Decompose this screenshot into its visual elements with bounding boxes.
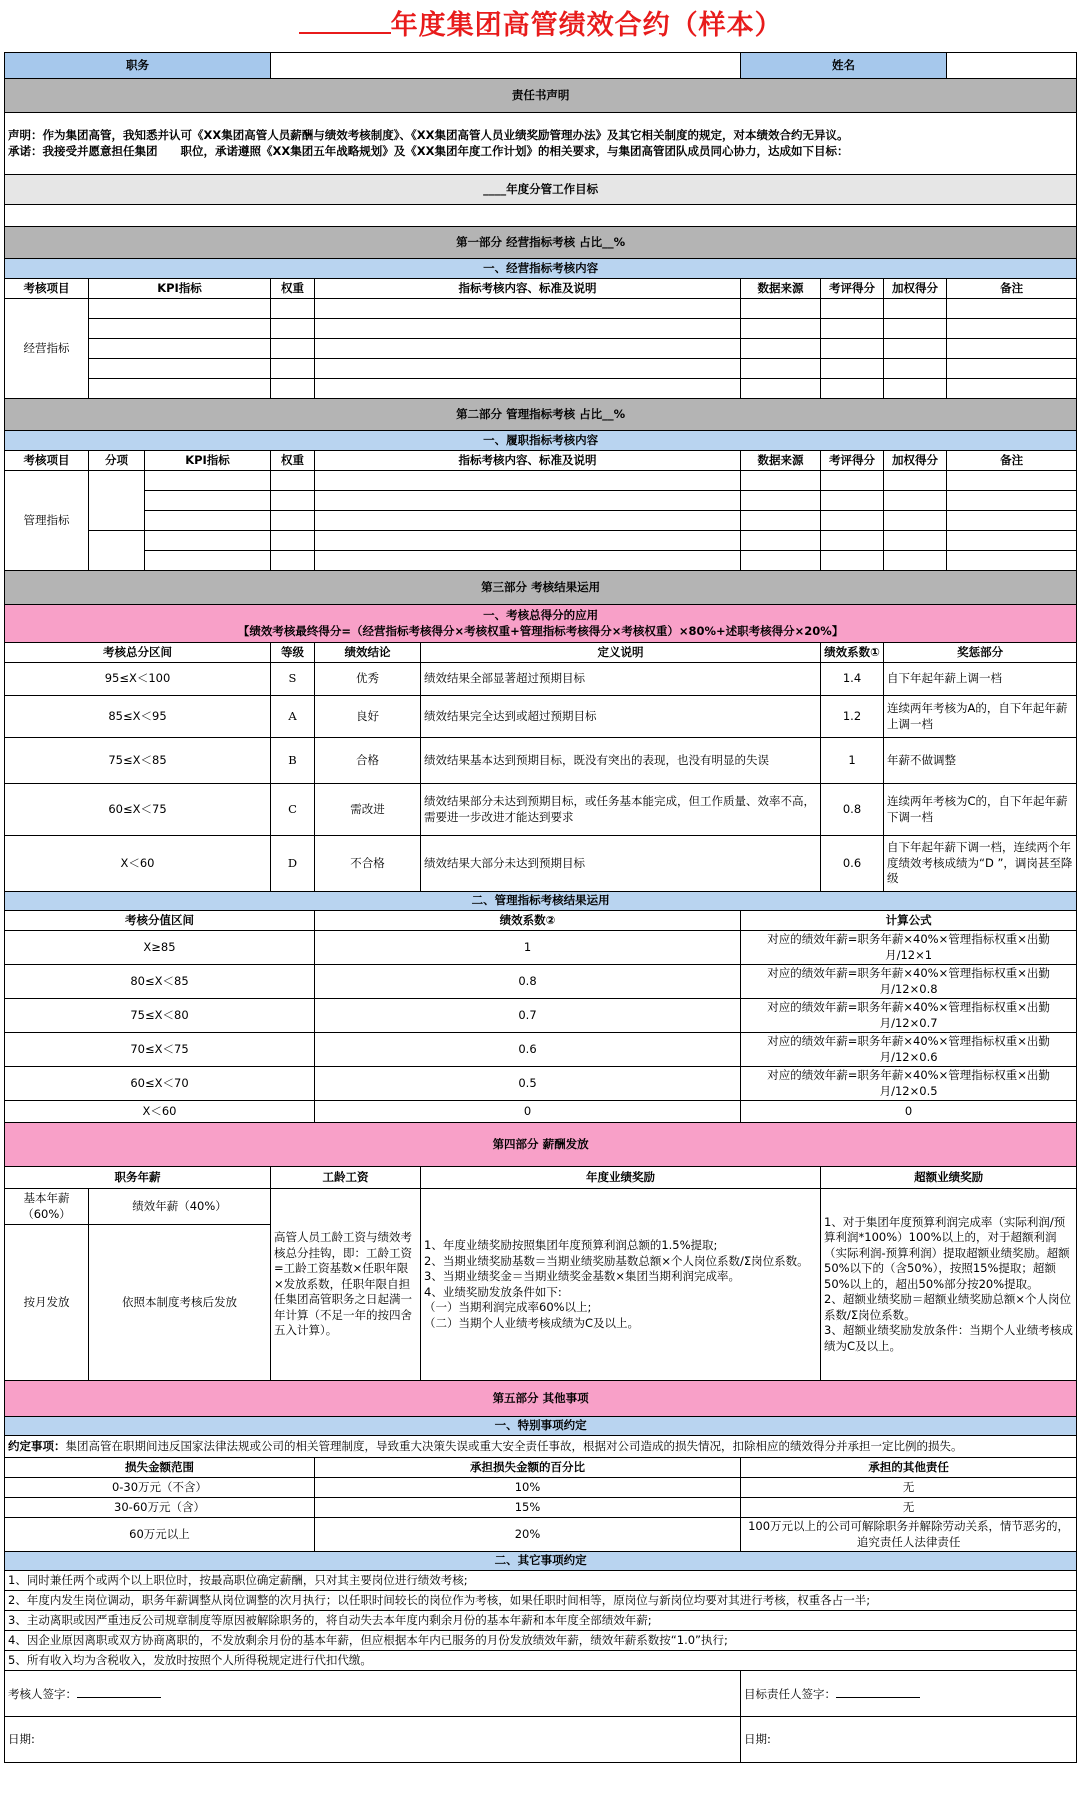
final-score-formula: 【绩效考核最终得分=（经营指标考核得分×考核权重+管理指标考核得分×考核权重）×80%+述职考核得分×20%】 — [237, 623, 844, 638]
p1-cell[interactable] — [821, 359, 884, 379]
p1-col-source: 数据来源 — [741, 279, 821, 299]
target-signature[interactable]: 目标责任人签字： — [741, 1671, 1077, 1717]
p1-cell[interactable] — [271, 299, 315, 319]
p1-cell[interactable] — [741, 339, 821, 359]
p1-cell[interactable] — [89, 339, 271, 359]
p2-cell[interactable] — [271, 551, 315, 571]
agreement-text: 约定事项：集团高管在职期间违反国家法律法规或公司的相关管理制度，导致重大决策失误或重大安全责任事故，根据对公司造成的损失情况，扣除相应的绩效得分并承担一定比例的损失。 — [5, 1436, 1077, 1458]
p1-cell[interactable] — [271, 339, 315, 359]
p1-cell[interactable] — [947, 339, 1077, 359]
p3b-col-range: 考核分值区间 — [5, 911, 315, 931]
other-item: 2、年度内发生岗位调动，职务年薪调整从岗位调整的次月执行；以任职时间较长的岗位作为考核，如果任职时间相等，原岗位与新岗位均要对其进行考核，权重各占一半; — [5, 1591, 1077, 1611]
grade-row: 60≤X＜75 C 需改进 绩效结果部分未达到预期目标，或任务基本能完成，但工作质量、效率不高，需要进一步改进才能达到要求 0.8 连续两年考核为C的，自下年起年薪下调一档 — [5, 784, 1077, 836]
p1-col-weight: 权重 — [271, 279, 315, 299]
p3-col-grade: 等级 — [271, 643, 315, 663]
by-rule-label: 依照本制度考核后发放 — [89, 1225, 271, 1381]
assessor-date[interactable]: 日期: — [5, 1717, 741, 1763]
p1-cell[interactable] — [271, 319, 315, 339]
p3-col-coef: 绩效系数① — [821, 643, 884, 663]
p3-col-result: 绩效结论 — [315, 643, 421, 663]
p1-cell[interactable] — [315, 319, 741, 339]
p2-cell[interactable] — [271, 471, 315, 491]
p2-col-content: 指标考核内容、标准及说明 — [315, 451, 741, 471]
p1-col-item: 考核项目 — [5, 279, 89, 299]
other-item: 3、主动离职或因严重违反公司规章制度等原因被解除职务的，将自动失去本年度内剩余月份的基本年薪和本年度全部绩效年薪; — [5, 1611, 1077, 1631]
p1-cell[interactable] — [884, 339, 947, 359]
p2-cell[interactable] — [821, 551, 884, 571]
part3-subheading-2: 二、管理指标考核结果运用 — [5, 892, 1077, 911]
grade-row: 95≤X＜100 S 优秀 绩效结果全部显著超过预期目标 1.4 自下年起年薪上调一档 — [5, 663, 1077, 696]
p3-col-def: 定义说明 — [421, 643, 821, 663]
p4-col-seniority: 工龄工资 — [271, 1167, 421, 1189]
loss-row: 0-30万元（不含） 10% 无 — [5, 1478, 1077, 1498]
p3-col-range: 考核总分区间 — [5, 643, 271, 663]
p2-cell[interactable] — [884, 471, 947, 491]
responsibility-statement — [5, 113, 1077, 175]
p1-cell[interactable] — [821, 339, 884, 359]
p1-cell[interactable] — [741, 319, 821, 339]
p2-cell[interactable] — [315, 471, 741, 491]
p2-col-sub: 分项 — [89, 451, 145, 471]
p2-cell[interactable] — [271, 491, 315, 511]
grade-row: X＜60 D 不合格 绩效结果大部分未达到预期目标 0.6 自下年起年薪下调一档，连续两个年度绩效考核成绩为“D ”，调岗甚至降级 — [5, 836, 1077, 892]
p2-cell[interactable] — [884, 511, 947, 531]
p1-cell[interactable] — [947, 359, 1077, 379]
p1-item-label: 经营指标 — [5, 299, 89, 399]
p1-cell[interactable] — [884, 379, 947, 399]
declaration-line: 声明：作为集团高管，我知悉并认可《XX集团高管人员薪酬与绩效考核制度》、《XX集团高管人员业绩奖励管理办法》及其它相关制度的规定，对本绩效合约无异议。 — [8, 127, 849, 142]
target-signature-line[interactable] — [836, 1685, 920, 1698]
promise-line: 承诺：我接受并愿意担任集团 职位，承诺遵照《XX集团五年战略规划》及《XX集团年度工作计划》的相关要求，与集团高管团队成员同心协力，达成如下目标： — [8, 143, 849, 158]
p1-col-content: 指标考核内容、标准及说明 — [315, 279, 741, 299]
contract-table — [4, 0, 1077, 1763]
p2-cell[interactable] — [884, 551, 947, 571]
p5-col-range: 损失金额范围 — [5, 1458, 315, 1478]
p2-cell[interactable] — [315, 491, 741, 511]
p1-cell[interactable] — [947, 379, 1077, 399]
p2-cell[interactable] — [821, 471, 884, 491]
p1-col-remark: 备注 — [947, 279, 1077, 299]
assessor-signature-line[interactable] — [77, 1685, 161, 1698]
part5-subheading: 一、特别事项约定 — [5, 1417, 1077, 1436]
p2-cell[interactable] — [741, 531, 821, 551]
position-field[interactable] — [271, 53, 741, 79]
p5-col-pct: 承担损失金额的百分比 — [315, 1458, 741, 1478]
coef-row: X≥85 1 对应的绩效年薪=职务年薪×40%×管理指标权重×出勤月/12×1 — [5, 931, 1077, 965]
p2-cell[interactable] — [947, 471, 1077, 491]
position-label: 职务 — [5, 53, 271, 79]
other-item: 1、同时兼任两个或两个以上职位时，按最高职位确定薪酬，只对其主要岗位进行绩效考核; — [5, 1571, 1077, 1591]
part5-subheading-2: 二、其它事项约定 — [5, 1552, 1077, 1571]
perf-salary-label: 绩效年薪（40%） — [89, 1189, 271, 1225]
loss-row: 60万元以上 20% 100万元以上的公司可解除职务并解除劳动关系，情节恶劣的，追究责任人法律责任 — [5, 1518, 1077, 1552]
p1-cell[interactable] — [271, 359, 315, 379]
grade-row: 75≤X＜85 B 合格 绩效结果基本达到预期目标，既没有突出的表现，也没有明显的失误 1 年薪不做调整 — [5, 738, 1077, 784]
p1-cell[interactable] — [821, 319, 884, 339]
p2-cell[interactable] — [271, 511, 315, 531]
p2-cell[interactable] — [947, 511, 1077, 531]
p2-cell[interactable] — [741, 511, 821, 531]
p1-cell[interactable] — [884, 299, 947, 319]
p2-col-source: 数据来源 — [741, 451, 821, 471]
coef-row: 60≤X＜70 0.5 对应的绩效年薪=职务年薪×40%×管理指标权重×出勤月/12×0.5 — [5, 1067, 1077, 1101]
annual-bonus-rule: 1、年度业绩奖励按照集团年度预算利润总额的1.5%提取; 2、当期业绩奖励基数＝当期业绩奖励基数总额×个人岗位系数/Σ岗位系数。 3、当期业绩奖金＝当期业绩奖金基数×集团当期利润完成率。 4、业绩奖励发放条件如下: （一）当期利润完成率60%以上; （二）当期个人业绩考核成绩为C及以上。 — [421, 1189, 821, 1381]
title-blank[interactable] — [299, 10, 391, 34]
p2-cell[interactable] — [821, 491, 884, 511]
p1-cell[interactable] — [89, 319, 271, 339]
p1-cell[interactable] — [315, 379, 741, 399]
p4-col-salary: 职务年薪 — [5, 1167, 271, 1189]
seniority-rule: 高管人员工龄工资与绩效考核总分挂钩，即：工龄工资=工龄工资基数×任职年限×发放系数，任职年限自担任集团高管职务之日起满一年计算（不足一年的按四舍五入计算）。 — [271, 1189, 421, 1381]
p2-sub-cell[interactable] — [89, 471, 145, 531]
p1-cell[interactable] — [315, 359, 741, 379]
p2-col-score: 考评得分 — [821, 451, 884, 471]
part3-heading: 第三部分 考核结果运用 — [5, 571, 1077, 605]
other-item: 5、所有收入均为含税收入，发放时按照个人所得税规定进行代扣代缴。 — [5, 1651, 1077, 1671]
p2-sub-cell[interactable] — [89, 531, 145, 571]
responsibility-heading: 责任书声明 — [5, 79, 1077, 113]
part1-heading: 第一部分 经营指标考核 占比__% — [5, 227, 1077, 259]
coef-row: 80≤X＜85 0.8 对应的绩效年薪=职务年薪×40%×管理指标权重×出勤月/12×0.8 — [5, 965, 1077, 999]
p2-cell[interactable] — [271, 531, 315, 551]
p2-cell[interactable] — [145, 511, 271, 531]
p1-cell[interactable] — [741, 299, 821, 319]
loss-row: 30-60万元（含） 15% 无 — [5, 1498, 1077, 1518]
p2-cell[interactable] — [741, 471, 821, 491]
goals-heading: ____年度分管工作目标 — [5, 175, 1077, 205]
p4-col-annual: 年度业绩奖励 — [421, 1167, 821, 1189]
p1-cell[interactable] — [89, 299, 271, 319]
p2-col-weighted: 加权得分 — [884, 451, 947, 471]
p2-cell[interactable] — [145, 551, 271, 571]
part5-heading: 第五部分 其他事项 — [5, 1381, 1077, 1417]
part2-subheading: 一、履职指标考核内容 — [5, 431, 1077, 451]
monthly-label: 按月发放 — [5, 1225, 89, 1381]
other-item: 4、因企业原因离职或双方协商离职的，不发放剩余月份的基本年薪，但应根据本年内已服务的月份发放绩效年薪，绩效年薪系数按“1.0”执行; — [5, 1631, 1077, 1651]
p2-cell[interactable] — [821, 531, 884, 551]
p1-cell[interactable] — [884, 319, 947, 339]
p2-cell[interactable] — [315, 551, 741, 571]
p2-cell[interactable] — [315, 511, 741, 531]
p2-cell[interactable] — [315, 531, 741, 551]
p2-cell[interactable] — [947, 491, 1077, 511]
target-date[interactable]: 日期: — [741, 1717, 1077, 1763]
assessor-signature[interactable]: 考核人签字： — [5, 1671, 741, 1717]
p2-col-weight: 权重 — [271, 451, 315, 471]
p1-cell[interactable] — [89, 359, 271, 379]
contract-sheet — [4, 0, 1076, 1763]
p3b-col-coef: 绩效系数② — [315, 911, 741, 931]
part1-subheading: 一、经营指标考核内容 — [5, 259, 1077, 279]
grade-row: 85≤X＜95 A 良好 绩效结果完全达到或超过预期目标 1.2 连续两年考核为A的，自下年起年薪上调一档 — [5, 696, 1077, 738]
p1-cell[interactable] — [315, 299, 741, 319]
name-field[interactable] — [947, 53, 1077, 79]
p2-col-kpi: KPI指标 — [145, 451, 271, 471]
p2-cell[interactable] — [145, 531, 271, 551]
p2-cell[interactable] — [884, 531, 947, 551]
p3b-col-formula: 计算公式 — [741, 911, 1077, 931]
p1-col-kpi: KPI指标 — [89, 279, 271, 299]
p1-cell[interactable] — [947, 299, 1077, 319]
p2-cell[interactable] — [947, 551, 1077, 571]
p2-cell[interactable] — [741, 491, 821, 511]
p2-cell[interactable] — [821, 511, 884, 531]
p1-cell[interactable] — [884, 359, 947, 379]
p1-col-score: 考评得分 — [821, 279, 884, 299]
p2-col-remark: 备注 — [947, 451, 1077, 471]
part4-heading: 第四部分 薪酬发放 — [5, 1123, 1077, 1167]
p3-col-reward: 奖惩部分 — [884, 643, 1077, 663]
part3-subheading: 一、考核总得分的应用 【绩效考核最终得分=（经营指标考核得分×考核权重+管理指标考核得分×考核权重）×80%+述职考核得分×20%】 — [5, 605, 1077, 643]
p1-col-weighted: 加权得分 — [884, 279, 947, 299]
coef-row: X＜60 0 0 — [5, 1101, 1077, 1123]
p2-cell[interactable] — [884, 491, 947, 511]
page-title: 年度集团高管绩效合约（样本） — [5, 0, 1077, 53]
base-salary-label: 基本年薪（60%） — [5, 1189, 89, 1225]
p1-cell[interactable] — [741, 379, 821, 399]
name-label: 姓名 — [741, 53, 947, 79]
p1-cell[interactable] — [741, 359, 821, 379]
p1-cell[interactable] — [821, 379, 884, 399]
goals-content[interactable] — [5, 205, 1077, 227]
excess-bonus-rule: 1、对于集团年度预算利润完成率（实际利润/预算利润*100%）100%以上的，对于超额利润（实际利润-预算利润）提取超额业绩奖励。超额50%以下的（含50%），按照15%提取；超额50%以上的，超出50%部分按20%提取。 2、超额业绩奖励＝超额业绩奖励总额×个人岗位系数/Σ岗位系数。 3、超额业绩奖励发放条件：当期个人业绩考核成绩为C及以上。 — [821, 1189, 1077, 1381]
p2-item-label: 管理指标 — [5, 471, 89, 571]
p1-cell[interactable] — [271, 379, 315, 399]
p1-cell[interactable] — [89, 379, 271, 399]
p2-cell[interactable] — [947, 531, 1077, 551]
coef-row: 75≤X＜80 0.7 对应的绩效年薪=职务年薪×40%×管理指标权重×出勤月/12×0.7 — [5, 999, 1077, 1033]
p2-cell[interactable] — [741, 551, 821, 571]
part2-heading: 第二部分 管理指标考核 占比__% — [5, 399, 1077, 431]
p1-cell[interactable] — [947, 319, 1077, 339]
p2-cell[interactable] — [145, 471, 271, 491]
p5-col-other: 承担的其他责任 — [741, 1458, 1077, 1478]
p1-cell[interactable] — [315, 339, 741, 359]
p2-cell[interactable] — [145, 491, 271, 511]
p4-col-excess: 超额业绩奖励 — [821, 1167, 1077, 1189]
p2-col-item: 考核项目 — [5, 451, 89, 471]
p1-cell[interactable] — [821, 299, 884, 319]
coef-row: 70≤X＜75 0.6 对应的绩效年薪=职务年薪×40%×管理指标权重×出勤月/12×0.6 — [5, 1033, 1077, 1067]
